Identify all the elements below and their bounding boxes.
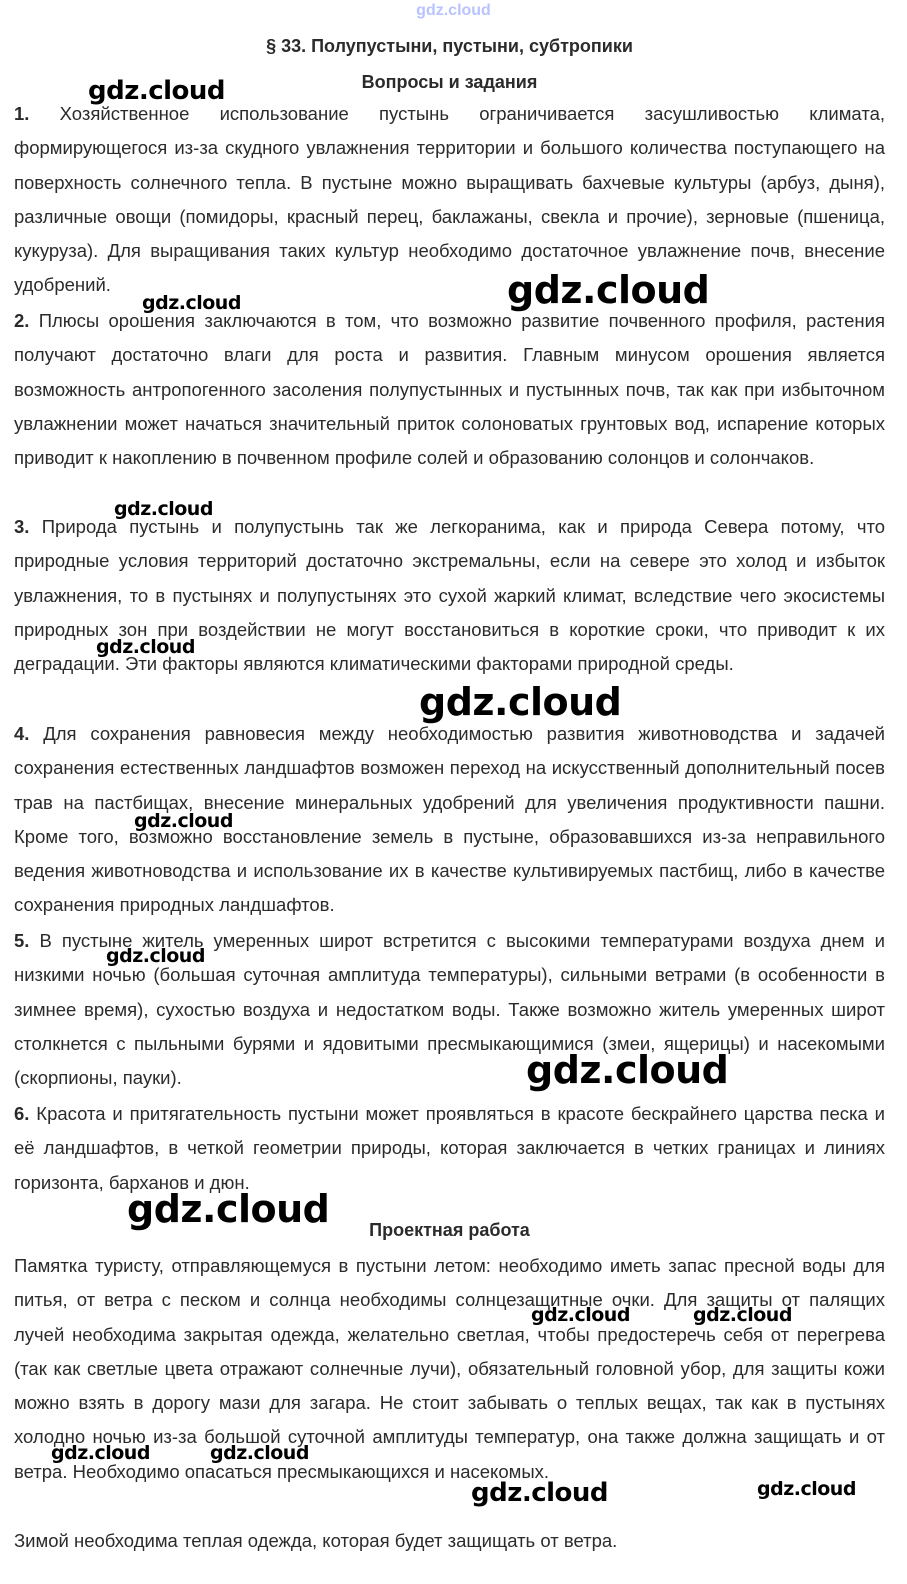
answer-6 (14, 1097, 885, 1200)
watermark: gdz.cloud (127, 1187, 330, 1231)
answer-text: В пустыне житель умеренных широт встретится с высокими температурами воздуха днем и низкими ночью (большая суточная амплитуда температуры), сильными ветрами (в особенности в зимнее время), сухостью воздуха и недостатком воды. Также возможно житель умеренных широт столкнется с пыльными бурями и ядовитыми пресмыкающимися (змеи, ящерицы) и насекомыми (скорпионы, пауки). (14, 930, 885, 1089)
watermark: gdz.cloud (88, 76, 226, 106)
answer-text: Красота и притягательность пустыни может проявляться в красоте бескрайнего царства песка и её ландшафтов, в четкой геометрии природы, которая заключается в четких границах и линиях горизонта, барханов и дюн. (14, 1103, 886, 1193)
answer-number: 4. (14, 723, 30, 744)
watermark: gdz.cloud (51, 1442, 150, 1464)
answer-text: Природа пустынь и полупустынь так же легкоранима, как и природа Севера потому, что природные условия территорий достаточно экстремальны, если на севере это холод и избыток увлажнения, то в пустынях и полупустынях это сухой жаркий климат, вследствие чего экосистемы природных зон при воздействии не могут восстановиться в короткие сроки, что приводит к их деградации. Эти факторы являются климатическими факторами природной среды. (14, 516, 886, 675)
answer-text: Плюсы орошения заключаются в том, что возможно развитие почвенного профиля, растения получают достаточно влаги для роста и развития. Главным минусом орошения является возможность антропогенного засоления полупустынных и пустынных почв, так как при избыточном увлажнении может начаться значительный приток солоноватых грунтовых вод, испарение которых приводит к накоплению в почвенном профиле солей и образованию солонцов и солончаков. (14, 310, 886, 469)
answer-1 (14, 97, 885, 303)
watermark: gdz.cloud (114, 498, 213, 520)
answer-number: 6. (14, 1103, 30, 1124)
answer-text: Хозяйственное использование пустынь ограничивается засушливостью климата, формирующегося из-за скудного увлажнения территории и большого количества поступающего на поверхность солнечного тепла. В пустыне можно выращивать бахчевые культуры (арбуз, дыня), различные овощи (помидоры, красный перец, баклажаны, свекла и прочие), зерновые (пшеница, кукуруза). Для выращивания таких культур необходимо достаточное увлажнение почв, внесение удобрений. (14, 103, 886, 296)
watermark: gdz.cloud (134, 810, 233, 832)
answer-number: 3. (14, 516, 30, 537)
watermark: gdz.cloud (507, 268, 710, 312)
top-watermark: gdz.cloud (416, 2, 491, 19)
watermark: gdz.cloud (210, 1442, 309, 1464)
answer-text: Для сохранения равновесия между необходимостью развития животноводства и задачей сохранения естественных ландшафтов возможен переход на искусственный дополнительный посев трав на пастбищах, внесение минеральных удобрений для увеличения продуктивности пашни. Кроме того, возможно восстановление земель в пустыне, образовавшихся из-за неправильного ведения животноводства и использование их в качестве культивируемых пастбищ, либо в качестве сохранения природных ландшафтов. (14, 723, 886, 916)
answer-number: 1. (14, 103, 30, 124)
watermark: gdz.cloud (419, 680, 622, 724)
watermark: gdz.cloud (531, 1304, 630, 1326)
project-paragraph-2: Зимой необходима теплая одежда, которая будет защищать от ветра. (14, 1530, 618, 1551)
watermark: gdz.cloud (106, 945, 205, 967)
answer-number: 2. (14, 310, 30, 331)
watermark: gdz.cloud (693, 1304, 792, 1326)
project-paragraph-1: Памятка туристу, отправляющемуся в пустыни летом: необходимо иметь запас пресной воды для питья, от ветра с песком и солнца необходимы солнцезащитные очки. Для защиты от палящих лучей необходима закрытая одежда, желательно светлая, чтобы предостеречь себя от перегрева (так как светлые цвета отражают солнечные лучи), обязательный головной убор, для защиты кожи можно взять в дорогу мази для загара. Не стоит забывать о теплых вещах, так как в пустынях холодно ночью из-за большой суточной амплитуды температур, она также должна защищать и от ветра. Необходимо опасаться пресмыкающихся и насекомых. (14, 1255, 885, 1482)
watermark: gdz.cloud (471, 1478, 609, 1508)
answer-number: 5. (14, 930, 30, 951)
answer-2 (14, 304, 885, 475)
watermark: gdz.cloud (142, 292, 241, 314)
watermark: gdz.cloud (757, 1478, 856, 1500)
watermark: gdz.cloud (526, 1048, 729, 1092)
page-title: § 33. Полупустыни, пустыни, субтропики (266, 36, 633, 56)
project-title: Проектная работа (369, 1220, 530, 1240)
section-subtitle: Вопросы и задания (361, 72, 538, 92)
watermark: gdz.cloud (96, 636, 195, 658)
